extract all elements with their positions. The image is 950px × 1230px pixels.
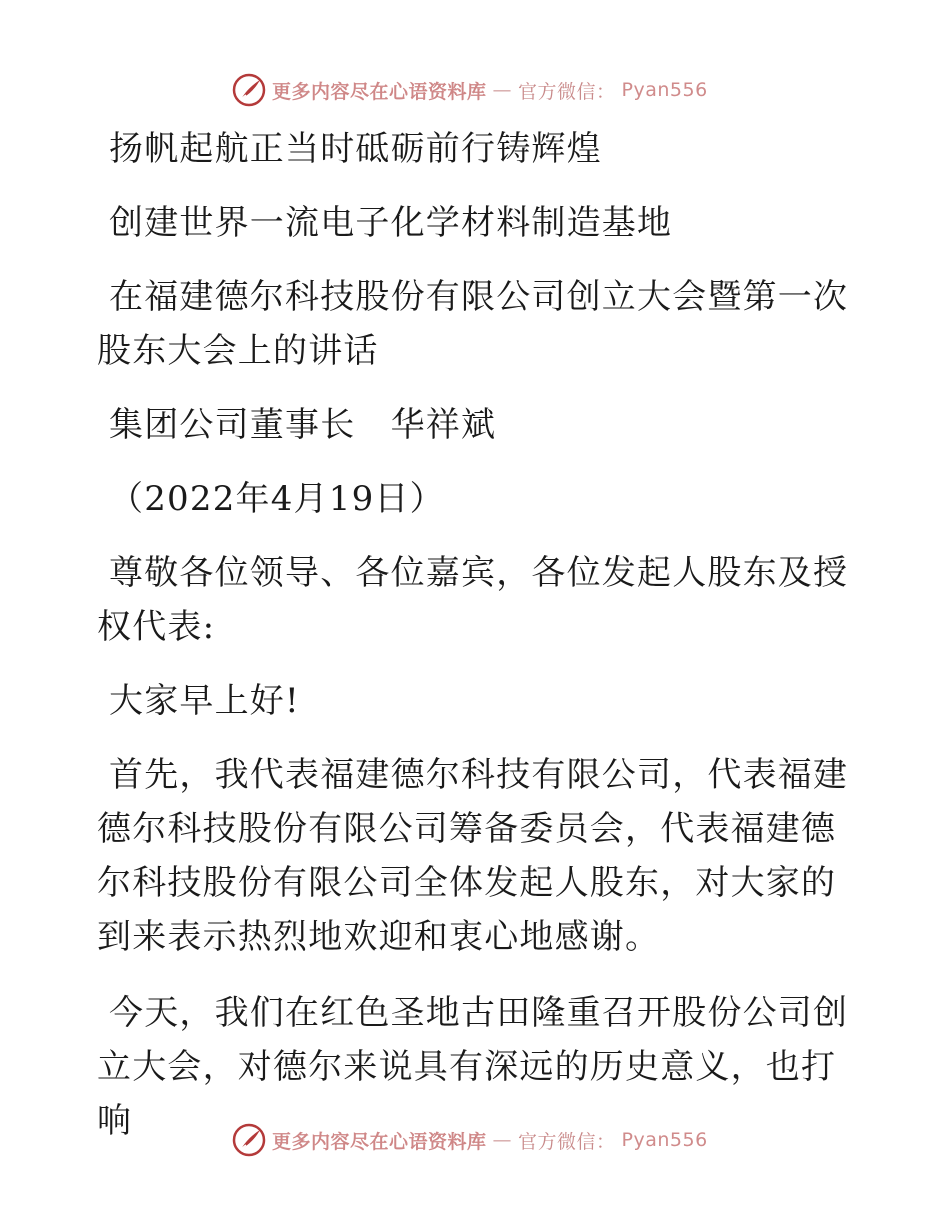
paragraph-1: 首先，我代表福建德尔科技有限公司，代表福建德尔科技股份有限公司筹备委员会，代表福建德尔科技股份有限公司全体发起人股东，对大家的到来表示热烈地欢迎和衷心地感谢。 (97, 755, 849, 957)
watermark-wechat-label: 官方微信： (518, 80, 616, 103)
header-watermark (232, 72, 708, 108)
speech-date: （2022年4月19日） (109, 479, 445, 519)
salutation: 尊敬各位领导、各位嘉宾，各位发起人股东及授权代表: (97, 553, 849, 647)
watermark-wechat-id: Pyan556 (621, 1129, 708, 1151)
title-line-2: 创建世界一流电子化学材料制造基地 (109, 203, 673, 243)
watermark-wechat-id: Pyan556 (621, 79, 708, 101)
paragraph-2: 今天，我们在红色圣地古田隆重召开股份公司创立大会，对德尔来说具有深远的历史意义，也打响 (97, 993, 849, 1141)
quill-logo-icon (232, 73, 266, 107)
watermark-separator: — (492, 1129, 513, 1151)
speech-author: 集团公司董事长 华祥斌 (109, 405, 497, 445)
quill-logo-icon (232, 1123, 266, 1157)
greeting: 大家早上好! (109, 681, 300, 721)
watermark-brand: 更多内容尽在心语资料库 (272, 80, 487, 103)
footer-watermark (232, 1122, 708, 1158)
speech-subtitle: 在福建德尔科技股份有限公司创立大会暨第一次股东大会上的讲话 (97, 277, 849, 371)
document-body (97, 122, 857, 1148)
watermark-wechat-label: 官方微信： (518, 1130, 616, 1153)
watermark-separator: — (492, 79, 513, 101)
title-line-1: 扬帆起航正当时砥砺前行铸辉煌 (109, 129, 602, 169)
watermark-brand: 更多内容尽在心语资料库 (272, 1130, 487, 1153)
